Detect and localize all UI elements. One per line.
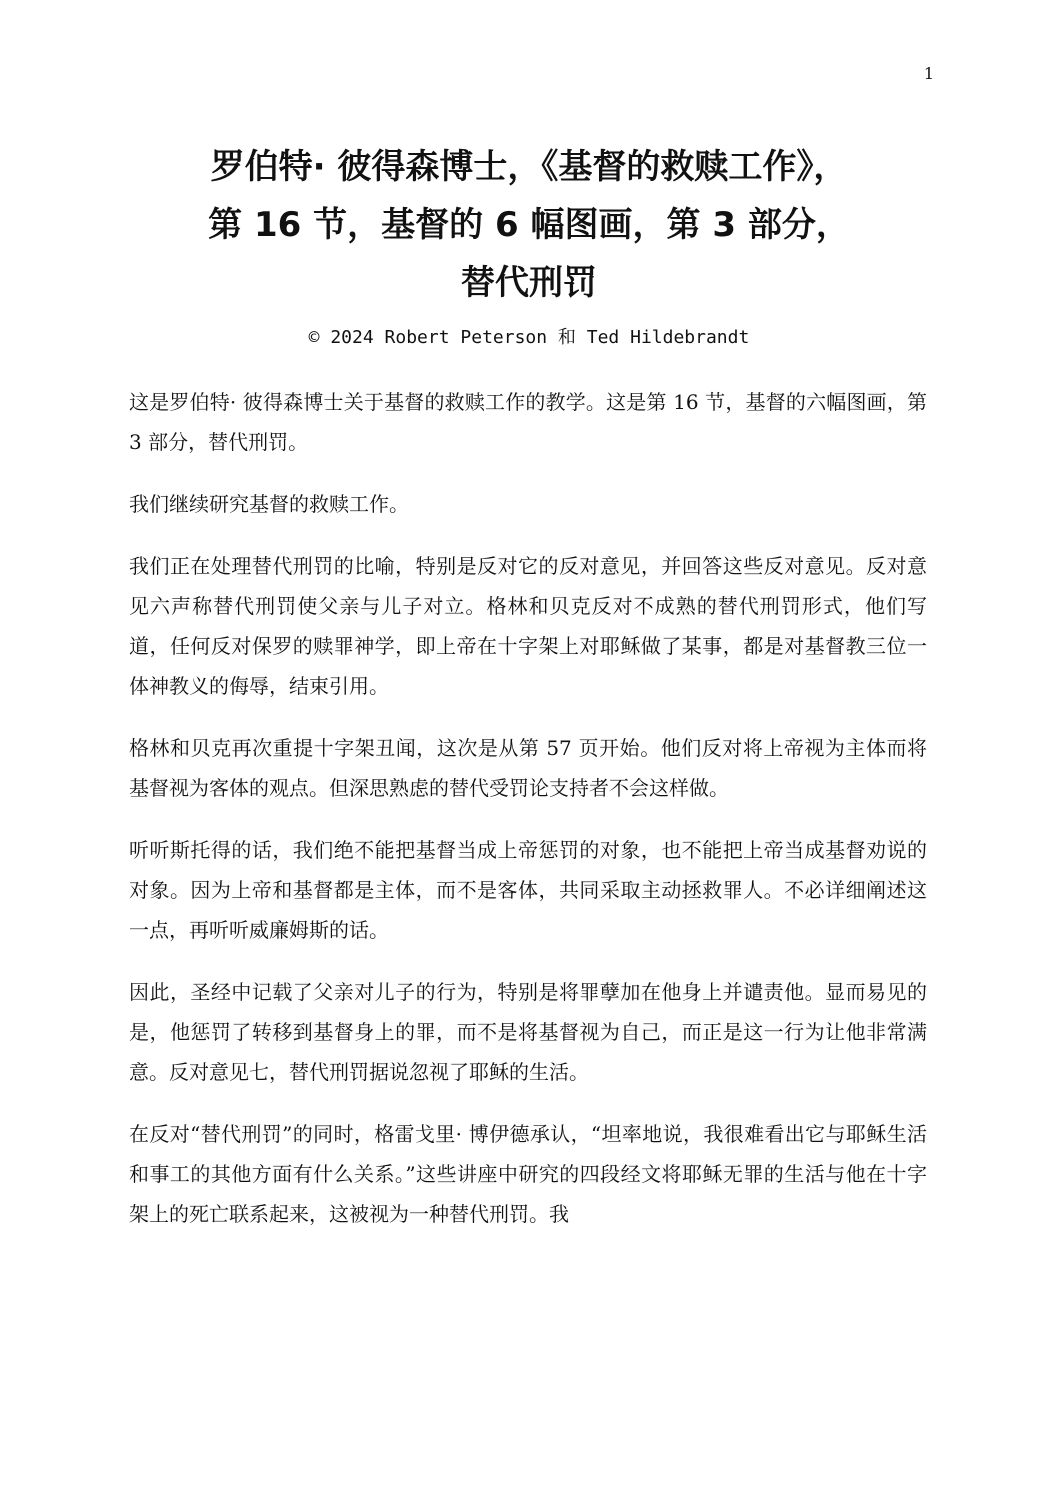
paragraph-3: 我们正在处理替代刑罚的比喻，特别是反对它的反对意见，并回答这些反对意见。反对意见六声称替代刑罚使父亲与儿子对立。格林和贝克反对不成熟的替代刑罚形式，他们写道，任何反对保罗的赎罪神学，即上帝在十字架上对耶稣做了某事，都是对基督教三位一体神教义的侮辱，结束引用。 [129,554,927,698]
paragraph-1: 这是罗伯特· 彼得森博士关于基督的救赎工作的教学。这是第 16 节，基督的六幅图画，第 3 部分，替代刑罚。 [129,390,927,454]
paragraph-7: 在反对“替代刑罚”的同时，格雷戈里· 博伊德承认，“坦率地说，我很难看出它与耶稣生活和事工的其他方面有什么关系。”这些讲座中研究的四段经文将耶稣无罪的生活与他在十字架上的死亡联系起来，这被视为一种替代刑罚。我 [129,1122,927,1226]
title-line-2: 第 16 节，基督的 6 幅图画，第 3 部分， [208,205,850,245]
paragraph-4: 格林和贝克再次重提十字架丑闻，这次是从第 57 页开始。他们反对将上帝视为主体而将基督视为客体的观点。但深思熟虑的替代受罚论支持者不会这样做。 [129,736,927,800]
document-body [129,382,927,1256]
paragraph-6: 因此，圣经中记载了父亲对儿子的行为，特别是将罪孽加在他身上并谴责他。显而易见的是，他惩罚了转移到基督身上的罪，而不是将基督视为自己，而正是这一行为让他非常满意。反对意见七，替代刑罚据说忽视了耶稣的生活。 [129,980,927,1084]
copyright-line: © 2024 Robert Peterson 和 Ted Hildebrandt [308,327,750,348]
title-line-1: 罗伯特· 彼得森博士，《基督的救赎工作》， [210,147,848,187]
title-line-3: 替代刑罚 [461,263,597,303]
paragraph-2: 我们继续研究基督的救赎工作。 [129,492,409,516]
document-title [120,138,938,312]
paragraph-5: 听听斯托得的话，我们绝不能把基督当成上帝惩罚的对象，也不能把上帝当成基督劝说的对象。因为上帝和基督都是主体，而不是客体，共同采取主动拯救罪人。不必详细阐述这一点，再听听威廉姆斯的话。 [129,838,927,942]
page-number: 1 [923,64,934,83]
